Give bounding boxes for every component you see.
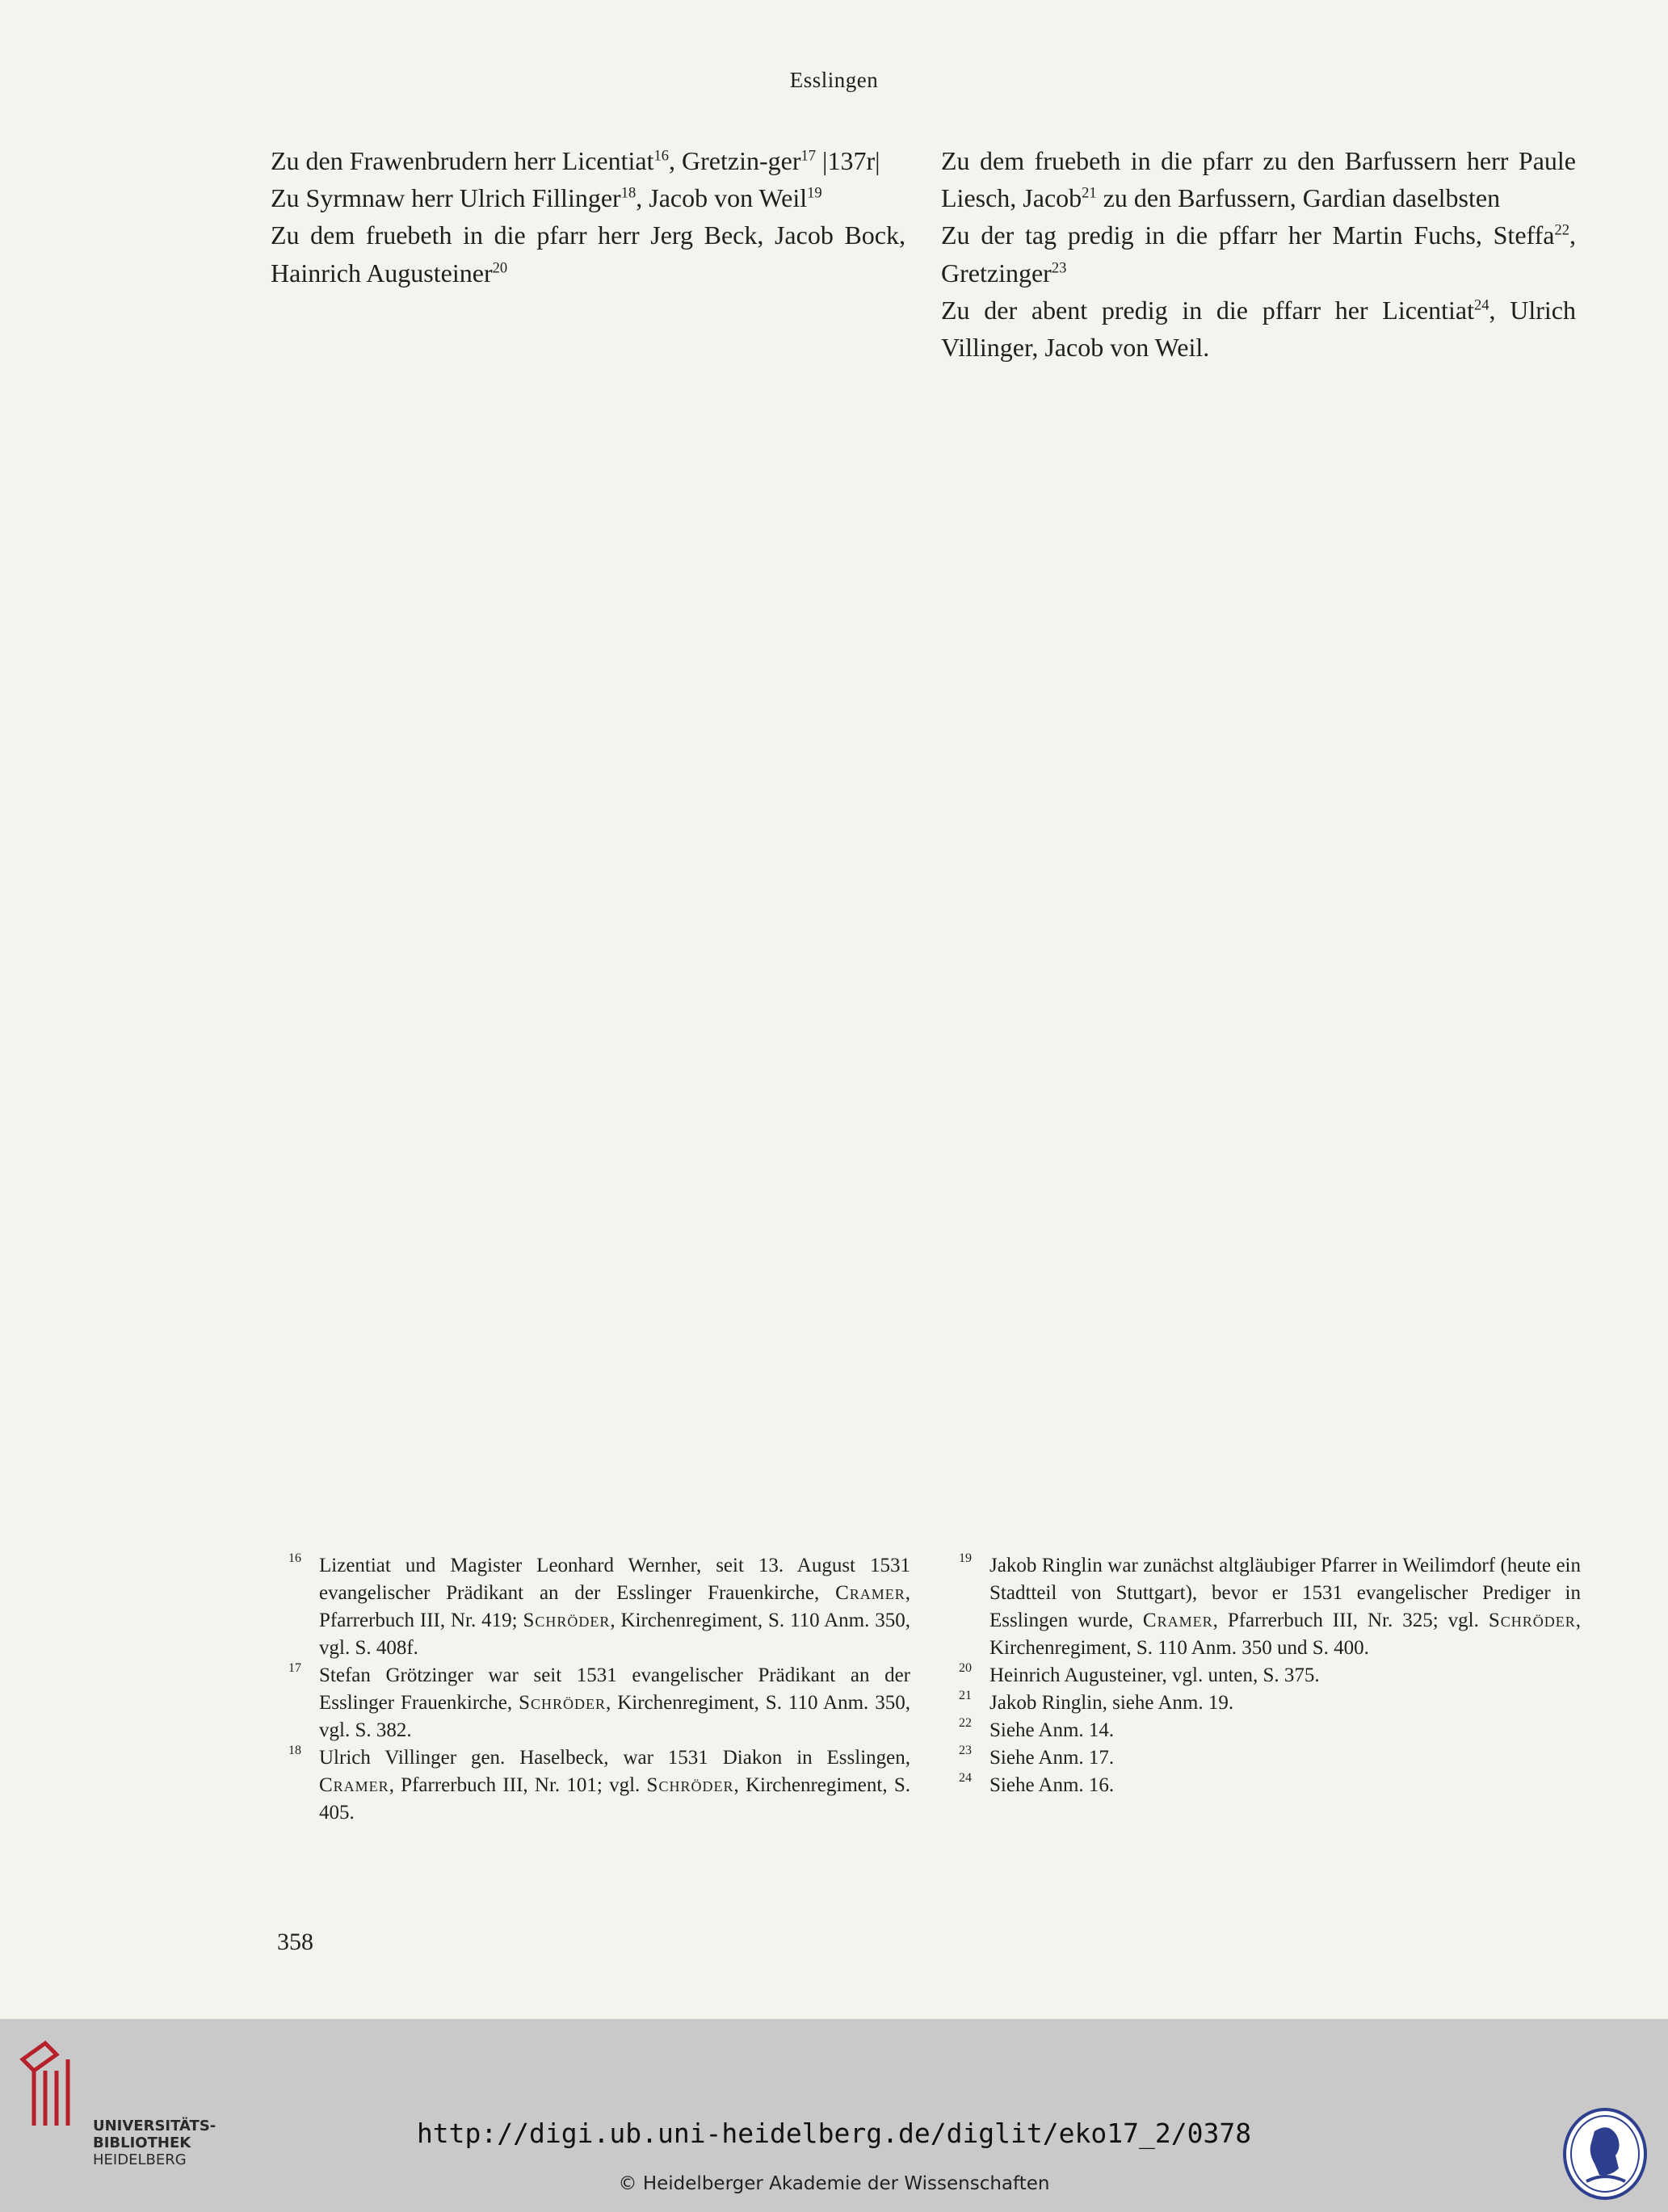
entry: Zu der abent predig in die pffarr her Licentiat$^{24}$, Ulrich Villinger, Jacob von Weil. (941, 295, 1577, 363)
text-column-right (941, 142, 1576, 366)
library-name: UNIVERSITÄTS- BIBLIOTHEK HEIDELBERG (93, 2118, 216, 2168)
entry: Zu dem fruebeth in die pfarr zu den Barfussern herr Paule Liesch, Jacob$^{21}$ zu den Barfussern, Gardian daselbsten (941, 146, 1576, 213)
page-number: 358 (277, 1929, 313, 1955)
footnote: 24 Siehe Anm. 16. (959, 1771, 1115, 1796)
copyright-notice: © Heidelberger Akademie der Wissenschaften (618, 2173, 1050, 2194)
footnote: 17 Stefan Grötzinger war seit 1531 evangelischer Prädikant an der Esslinger Frauenkirche, Schröder, Kirchenregiment, S. 110 Anm. 350, vgl. S. 382. (288, 1661, 910, 1741)
footnote: 21 Jakob Ringlin, siehe Anm. 19. (959, 1689, 1234, 1714)
footnote: 18 Ulrich Villinger gen. Haselbeck, war 1531 Diakon in Esslingen, Cramer, Pfarrerbuch III, Nr. 101; vgl. Schröder, Kirchenregiment, S. 405. (288, 1744, 910, 1824)
text-column-left (271, 142, 905, 292)
footnote: 16 Lizentiat und Magister Leonhard Wernher, seit 13. August 1531 evangelischer Prädikant an der Esslinger Frauenkirche, Cramer, Pfarrerbuch III, Nr. 419; Schröder, Kirchenregiment, S. 110 Anm. 350, vgl. S. 408f. (288, 1551, 910, 1659)
entry: Zu dem fruebeth in die pfarr herr Jerg Beck, Jacob Bock, Hainrich Augusteiner$^{20}$ (271, 220, 905, 288)
permalink-url[interactable]: http://digi.ub.uni-heidelberg.de/diglit/eko17_2/0378 (416, 2118, 1252, 2149)
entry: Zu Syrmnaw herr Ulrich Fillinger$^{18}$, Jacob von Weil$^{19}$ (271, 183, 822, 213)
entry: Zu den Frawenbrudern herr Licentiat$^{16}$, Gretzin-ger$^{17}$ |137r| (271, 146, 880, 175)
footnotes-left (271, 1552, 910, 1827)
running-head: Esslingen (789, 68, 879, 92)
footnote: 23 Siehe Anm. 17. (959, 1744, 1115, 1769)
footnote: 19 Jakob Ringlin war zunächst altgläubiger Pfarrer in Weilimdorf (heute ein Stadtteil von Stuttgart), bevor er 1531 evangelischer Prediger in Esslingen wurde, Cramer, Pfarrerbuch III, Nr. 325; vgl. Schröder, Kirchenregiment, S. 110 Anm. 350 und S. 400. (959, 1551, 1581, 1659)
academy-seal-icon (1562, 2107, 1648, 2201)
entry: Zu der tag predig in die pffarr her Martin Fuchs, Steffa$^{22}$, Gretzinger$^{23}$ (941, 220, 1576, 288)
footnote: 22 Siehe Anm. 14. (959, 1716, 1115, 1741)
footnote: 20 Heinrich Augusteiner, vgl. unten, S. 375. (959, 1661, 1320, 1686)
footnotes-right (941, 1552, 1581, 1799)
